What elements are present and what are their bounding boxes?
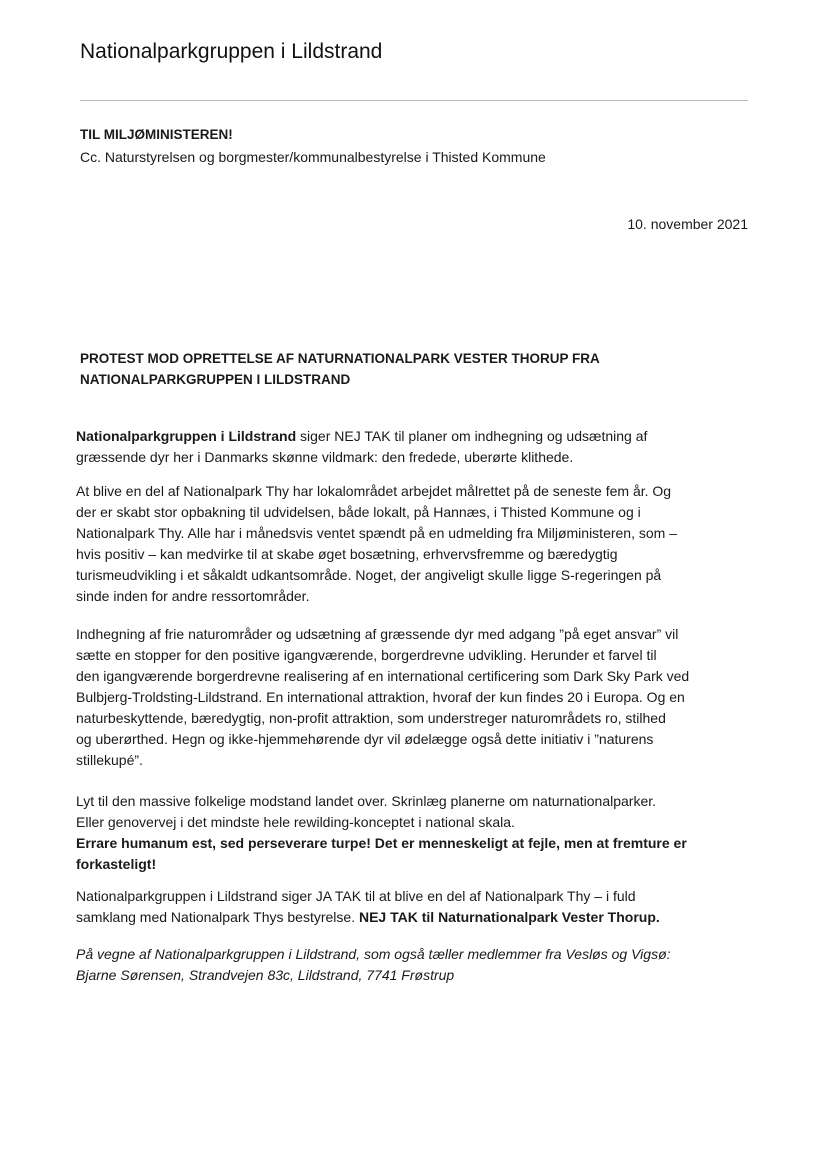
- latin-quote-line: Errare humanum est, sed perseverare turpe! Det er menneskeligt at fejle, men at fremture er: [76, 835, 687, 851]
- latin-quote-line: forkasteligt!: [76, 856, 157, 872]
- org-name-bold: Nationalparkgruppen i Lildstrand: [76, 428, 297, 444]
- text-run: samklang med Nationalpark Thys bestyrelse.: [76, 909, 359, 925]
- paragraph-line: den igangværende borgerdrevne realisering af en international certificering som Dark Sky Park ved: [76, 668, 690, 684]
- paragraph-line: Nationalpark Thy. Alle har i månedsvis ventet spændt på en udmelding fra Miljøministeren, som –: [76, 525, 677, 541]
- heading-line: PROTEST MOD OPRETTELSE AF NATURNATIONALPARK VESTER THORUP FRA: [80, 351, 600, 366]
- paragraph-position: [76, 886, 756, 928]
- text-run: siger NEJ TAK til planer om indhegning og udsætning af: [296, 428, 648, 444]
- paragraph-line: stillekupé”.: [76, 752, 143, 768]
- paragraph-line: græssende dyr her i Danmarks skønne vildmark: den fredede, uberørte klithede.: [76, 449, 574, 465]
- heading-line: NATIONALPARKGRUPPEN I LILDSTRAND: [80, 372, 351, 387]
- closing-statement-bold: NEJ TAK til Naturnationalpark Vester Thorup.: [358, 909, 660, 925]
- paragraph-background: [76, 481, 756, 607]
- paragraph-intro: [76, 426, 756, 468]
- cc-line: Cc. Naturstyrelsen og borgmester/kommunalbestyrelse i Thisted Kommune: [80, 149, 546, 165]
- paragraph-line: Eller genovervej i det mindste hele rewilding-konceptet i national skala.: [76, 814, 515, 830]
- letter-heading: [80, 348, 680, 390]
- paragraph-consequences: [76, 624, 756, 771]
- header-divider: [80, 100, 748, 101]
- paragraph-line: Lyt til den massive folkelige modstand landet over. Skrinlæg planerne om naturnationalparker.: [76, 793, 657, 809]
- letter-date: 10. november 2021: [627, 216, 748, 232]
- signature-block: [76, 944, 756, 986]
- paragraph-line: sætte en stopper for den positive igangværende, borgerdrevne udvikling. Herunder et farvel til: [76, 647, 657, 663]
- paragraph-line: Indhegning af frie naturområder og udsætning af græssende dyr med adgang ”på eget ansvar” vil: [76, 626, 679, 642]
- paragraph-line: hvis positiv – kan medvirke til at skabe øget bosætning, erhvervsfremme og bæredygtig: [76, 546, 618, 562]
- paragraph-line: Nationalparkgruppen i Lildstrand siger JA TAK til at blive en del af Nationalpark Thy – i fuld: [76, 888, 636, 904]
- paragraph-line: turismeudvikling i et såkaldt udkantsområde. Noget, der angiveligt skulle ligge S-regeringen på: [76, 567, 662, 583]
- paragraph-line: [76, 907, 756, 928]
- paragraph-appeal: [76, 791, 756, 875]
- paragraph-line: Bulbjerg-Troldsting-Lildstrand. En international attraktion, hvoraf der kun findes 20 i Europa. Og en: [76, 689, 685, 705]
- paragraph-line: sinde inden for andre ressortområder.: [76, 588, 310, 604]
- paragraph-line: der er skabt stor opbakning til udvidelsen, både lokalt, på Hannæs, i Thisted Kommune og i: [76, 504, 641, 520]
- organization-title: Nationalparkgruppen i Lildstrand: [80, 40, 383, 63]
- paragraph-line: [76, 426, 756, 447]
- recipient-line: TIL MILJØMINISTEREN!: [80, 127, 233, 142]
- signature-line: På vegne af Nationalparkgruppen i Lildstrand, som også tæller medlemmer fra Vesløs og Vigsø:: [76, 946, 671, 962]
- paragraph-line: naturbeskyttende, bæredygtig, non-profit attraktion, som understreger naturområdets ro, stilhed: [76, 710, 666, 726]
- paragraph-line: og uberørthed. Hegn og ikke-hjemmehørende dyr vil ødelægge også dette initiativ i ”naturens: [76, 731, 654, 747]
- paragraph-line: At blive en del af Nationalpark Thy har lokalområdet arbejdet målrettet på de seneste fem år. Og: [76, 483, 672, 499]
- signature-line: Bjarne Sørensen, Strandvejen 83c, Lildstrand, 7741 Frøstrup: [76, 967, 455, 983]
